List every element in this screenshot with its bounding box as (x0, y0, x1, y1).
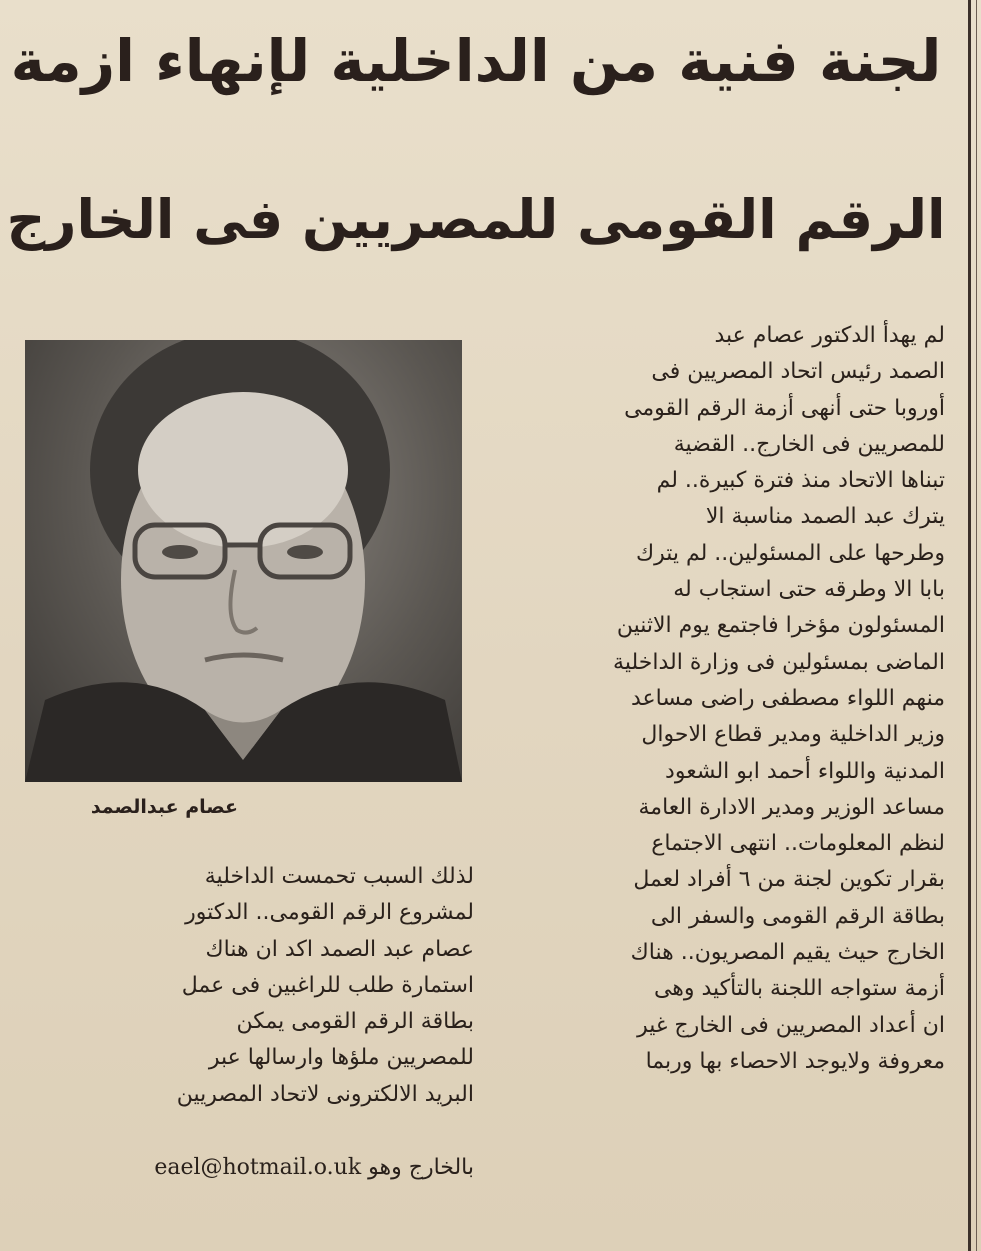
article-line: البريد الالكترونى لاتحاد المصريين (176, 1081, 474, 1107)
article-right-column (515, 318, 945, 1080)
article-line: لم يهدأ الدكتور عصام عبد (714, 323, 945, 348)
article-line: وزير الداخلية ومدير قطاع الاحوال (641, 722, 945, 748)
article-line: للمصريين فى الخارج.. القضية (673, 431, 945, 457)
article-line: الخارج حيث يقيم المصريون.. هناك (630, 940, 945, 966)
article-line: الصمد رئيس اتحاد المصريين فى (651, 359, 945, 385)
email-address: eael@hotmail.o.uk (154, 1155, 362, 1180)
article-line: لنظم المعلومات.. انتهى الاجتماع (651, 831, 945, 857)
article-line: للمصريين ملؤها وارسالها عبر (208, 1045, 474, 1071)
article-line: بابا الا وطرقه حتى استجاب له (673, 577, 945, 603)
article-line: أوروبا حتى أنهى أزمة الرقم القومى (624, 395, 945, 421)
article-left-column (22, 859, 474, 1113)
photo-caption: عصام عبدالصمد (90, 796, 238, 818)
column-rule (968, 0, 971, 1251)
article-line: أزمة ستواجه اللجنة بالتأكيد وهى (653, 976, 945, 1002)
article-email-line (70, 1150, 474, 1186)
article-line: بقرار تكوين لجنة من ٦ أفراد لعمل (633, 867, 945, 893)
article-line: معروفة ولايوجد الاحصاء بها وربما (645, 1048, 945, 1074)
article-line: يترك عبد الصمد مناسبة الا (705, 504, 945, 530)
article-line: المسئولون مؤخرا فاجتمع يوم الاثنين (616, 613, 945, 639)
article-line-text: بالخارج وهو (368, 1155, 474, 1180)
article-line: ان أعداد المصريين فى الخارج غير (637, 1012, 945, 1038)
article-line: الماضى بمسئولين فى وزارة الداخلية (613, 649, 945, 675)
article-line: منهم اللواء مصطفى راضى مساعد (630, 685, 945, 711)
article-line: عصام عبد الصمد اكد ان هناك (205, 936, 474, 962)
portrait-illustration (25, 340, 462, 782)
article-line: المدنية واللواء أحمد ابو الشعود (665, 758, 945, 784)
headline-line-1: لجنة فنية من الداخلية لإنهاء ازمة (10, 27, 942, 95)
article-line: بطاقة الرقم القومى يمكن (236, 1009, 474, 1035)
article-line: بطاقة الرقم القومى والسفر الى (650, 903, 945, 929)
portrait-photo (25, 340, 462, 782)
article-line: لذلك السبب تحمست الداخلية (204, 864, 474, 889)
headline-line-2: الرقم القومى للمصريين فى الخارج (6, 188, 946, 251)
article-line: تبناها الاتحاد منذ فترة كبيرة.. لم (656, 468, 945, 494)
article-line: مساعد الوزير ومدير الادارة العامة (638, 794, 945, 820)
article-line: استمارة طلب للراغبين فى عمل (181, 972, 474, 998)
column-rule-thin (976, 0, 977, 1251)
article-line: لمشروع الرقم القومى.. الدكتور (185, 900, 474, 926)
article-line: وطرحها على المسئولين.. لم يترك (635, 540, 945, 566)
